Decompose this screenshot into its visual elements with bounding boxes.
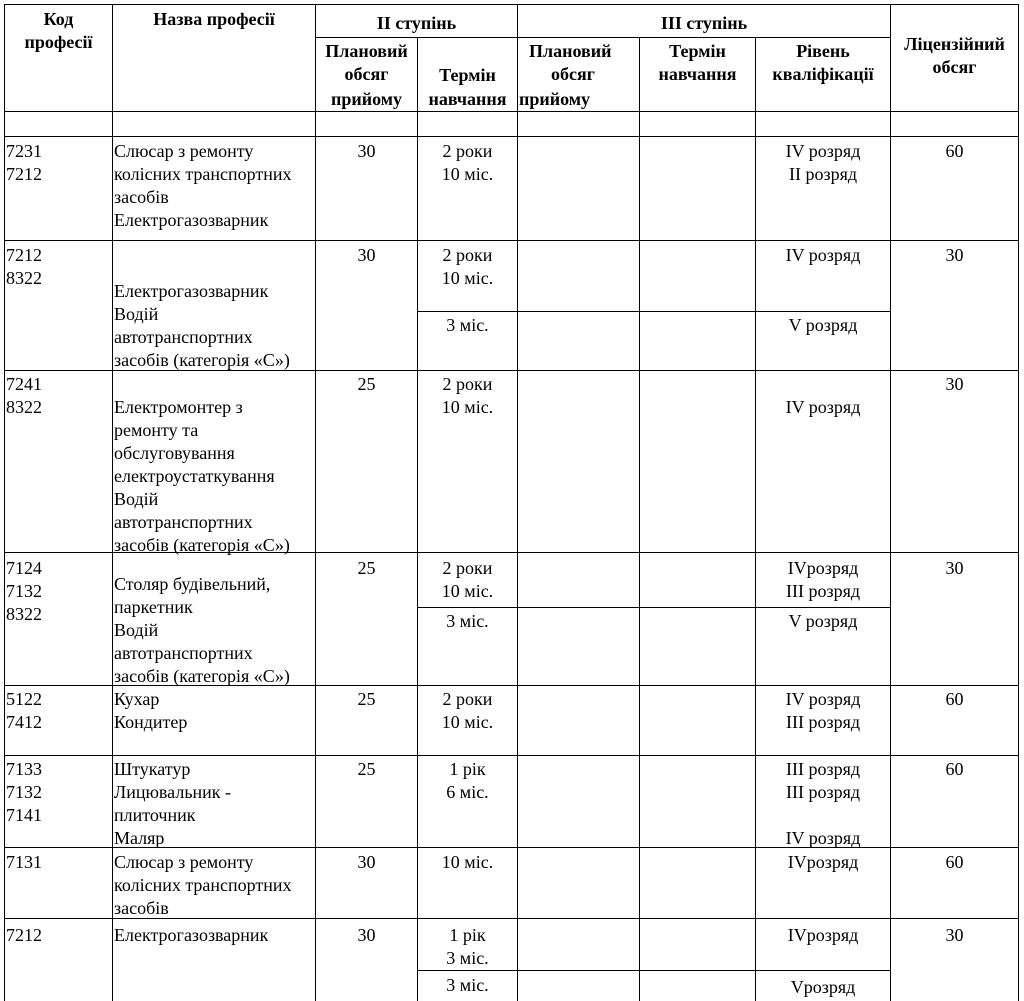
header-planned3-line2: обсяг bbox=[551, 64, 595, 84]
row2-term: 10 міс. bbox=[441, 268, 494, 288]
row2-term: 2 роки bbox=[442, 245, 493, 265]
row4-name: засобів (категорія «С») bbox=[114, 666, 290, 686]
row1-level: ІV розряд bbox=[785, 141, 861, 161]
row1-level: ІІ розряд bbox=[788, 164, 858, 184]
row5-planned: 25 bbox=[357, 689, 376, 709]
row2-code: 8322 bbox=[6, 268, 42, 288]
header-planned3-line1: Плановий bbox=[529, 41, 612, 61]
row4-planned: 25 bbox=[357, 558, 376, 578]
row8-name: Електрогазозварник bbox=[114, 925, 269, 945]
row3-name: автотранспортних bbox=[114, 512, 253, 532]
header-term3-line1: Термін bbox=[669, 41, 726, 61]
row6-license: 60 bbox=[945, 759, 964, 779]
row4-term: 2 роки bbox=[442, 558, 493, 578]
header-name: Назва професії bbox=[153, 9, 275, 29]
header-license-line2: обсяг bbox=[932, 57, 977, 77]
row7-name: Слюсар з ремонту bbox=[114, 852, 254, 872]
row2-code: 7212 bbox=[6, 245, 42, 265]
row6-name: Лицювальник - bbox=[114, 782, 232, 802]
row1-code: 7212 bbox=[6, 164, 42, 184]
row3-level: ІV розряд bbox=[785, 397, 861, 417]
row1-planned: 30 bbox=[357, 141, 376, 161]
row6-planned: 25 bbox=[357, 759, 376, 779]
row3-name: Водій bbox=[114, 489, 159, 509]
header-level-line2: кваліфікації bbox=[772, 64, 874, 84]
row5-name: Кухар bbox=[114, 689, 160, 709]
header-term-line1: Термін bbox=[439, 65, 496, 85]
header-planned-line3: прийому bbox=[330, 89, 403, 109]
header-license-line1: Ліцензійний bbox=[904, 34, 1005, 54]
row1-name: Слюсар з ремонту bbox=[114, 141, 254, 161]
row2-name: Водій bbox=[114, 304, 159, 324]
row4-name: Водій bbox=[114, 620, 159, 640]
row5-name: Кондитер bbox=[114, 712, 188, 732]
header-planned-line2: обсяг bbox=[344, 64, 389, 84]
row5-code: 5122 bbox=[6, 689, 42, 709]
row2-name: автотранспортних bbox=[114, 327, 253, 347]
row6-name: Штукатур bbox=[114, 759, 191, 779]
row7-license: 60 bbox=[945, 852, 964, 872]
row3-name: Електромонтер з bbox=[114, 397, 243, 417]
row2-license: 30 bbox=[945, 245, 964, 265]
row3-planned: 25 bbox=[357, 374, 376, 394]
row2-term-extra: 3 міс. bbox=[446, 315, 489, 335]
row6-level: ІІІ розряд bbox=[785, 759, 861, 779]
row1-name: колісних транспортних bbox=[114, 164, 292, 184]
row3-name: засобів (категорія «С») bbox=[114, 535, 290, 555]
header-level-line1: Рівень bbox=[796, 41, 850, 61]
row4-level-extra: V розряд bbox=[788, 611, 858, 631]
row7-name: колісних транспортних bbox=[114, 875, 292, 895]
row4-name: автотранспортних bbox=[114, 643, 253, 663]
row7-code: 7131 bbox=[6, 852, 42, 872]
row3-term: 10 міс. bbox=[441, 397, 494, 417]
row5-code: 7412 bbox=[6, 712, 42, 732]
row1-code: 7231 bbox=[6, 141, 42, 161]
header-planned3-line3: прийому bbox=[519, 89, 591, 109]
header-stage3: ІІІ ступінь bbox=[660, 13, 748, 33]
row8-code: 7212 bbox=[6, 925, 42, 945]
row3-name: ремонту та bbox=[114, 420, 199, 440]
row4-level: ІVрозряд bbox=[787, 558, 859, 578]
row1-term: 10 міс. bbox=[441, 164, 494, 184]
row4-code: 8322 bbox=[6, 604, 42, 624]
row5-license: 60 bbox=[945, 689, 964, 709]
row2-planned: 30 bbox=[357, 245, 376, 265]
row2-level-extra: V розряд bbox=[788, 315, 858, 335]
row8-term: 1 рік bbox=[449, 925, 486, 945]
row8-term: 3 міс. bbox=[446, 948, 489, 968]
row1-term: 2 роки bbox=[442, 141, 493, 161]
row6-name: плиточник bbox=[114, 805, 196, 825]
header-term-line2: навчання bbox=[428, 89, 507, 109]
row5-term: 10 міс. bbox=[441, 712, 494, 732]
row4-level: ІІІ розряд bbox=[785, 581, 861, 601]
row8-level: ІVрозряд bbox=[787, 925, 859, 945]
row8-planned: 30 bbox=[357, 925, 376, 945]
header-term3-line2: навчання bbox=[658, 64, 737, 84]
row4-name: Столяр будівельний, bbox=[114, 574, 271, 594]
row3-name: обслуговування bbox=[114, 443, 235, 463]
row4-name: паркетник bbox=[114, 597, 193, 617]
row6-term: 1 рік bbox=[449, 759, 486, 779]
row4-term-extra: 3 міс. bbox=[446, 611, 489, 631]
row2-name: засобів (категорія «С») bbox=[114, 350, 290, 370]
row8-level-extra: Vрозряд bbox=[790, 977, 856, 997]
row8-term-extra: 3 міс. bbox=[446, 975, 489, 995]
row4-term: 10 міс. bbox=[441, 581, 494, 601]
row1-name: засобів bbox=[114, 187, 169, 207]
row6-name: Маляр bbox=[114, 828, 165, 848]
row4-license: 30 bbox=[945, 558, 964, 578]
row3-code: 7241 bbox=[6, 374, 42, 394]
header-stage2: ІІ ступінь bbox=[376, 13, 457, 33]
row7-level: ІVрозряд bbox=[787, 852, 859, 872]
row8-license: 30 bbox=[945, 925, 964, 945]
row1-license: 60 bbox=[945, 141, 964, 161]
row5-level: ІV розряд bbox=[785, 689, 861, 709]
header-code-line2: професії bbox=[24, 32, 93, 52]
row3-name: електроустаткування bbox=[114, 466, 275, 486]
row6-code: 7133 bbox=[6, 759, 42, 779]
row6-term: 6 міс. bbox=[446, 782, 489, 802]
row5-level: ІІІ розряд bbox=[785, 712, 861, 732]
row7-planned: 30 bbox=[357, 852, 376, 872]
row7-name: засобів bbox=[114, 898, 169, 918]
row2-name: Електрогазозварник bbox=[114, 281, 269, 301]
header-code-line1: Код bbox=[43, 9, 74, 29]
header-planned-line1: Плановий bbox=[325, 41, 408, 61]
row5-term: 2 роки bbox=[442, 689, 493, 709]
row7-term: 10 міс. bbox=[441, 852, 494, 872]
row4-code: 7132 bbox=[6, 581, 42, 601]
row3-license: 30 bbox=[945, 374, 964, 394]
row6-code: 7132 bbox=[6, 782, 42, 802]
row6-code: 7141 bbox=[6, 805, 42, 825]
row3-code: 8322 bbox=[6, 397, 42, 417]
row6-level: ІV розряд bbox=[785, 828, 861, 848]
row3-term: 2 роки bbox=[442, 374, 493, 394]
row4-code: 7124 bbox=[6, 558, 42, 578]
row2-level: ІV розряд bbox=[785, 245, 861, 265]
row1-name: Електрогазозварник bbox=[114, 210, 269, 230]
row6-level: ІІІ розряд bbox=[785, 782, 861, 802]
